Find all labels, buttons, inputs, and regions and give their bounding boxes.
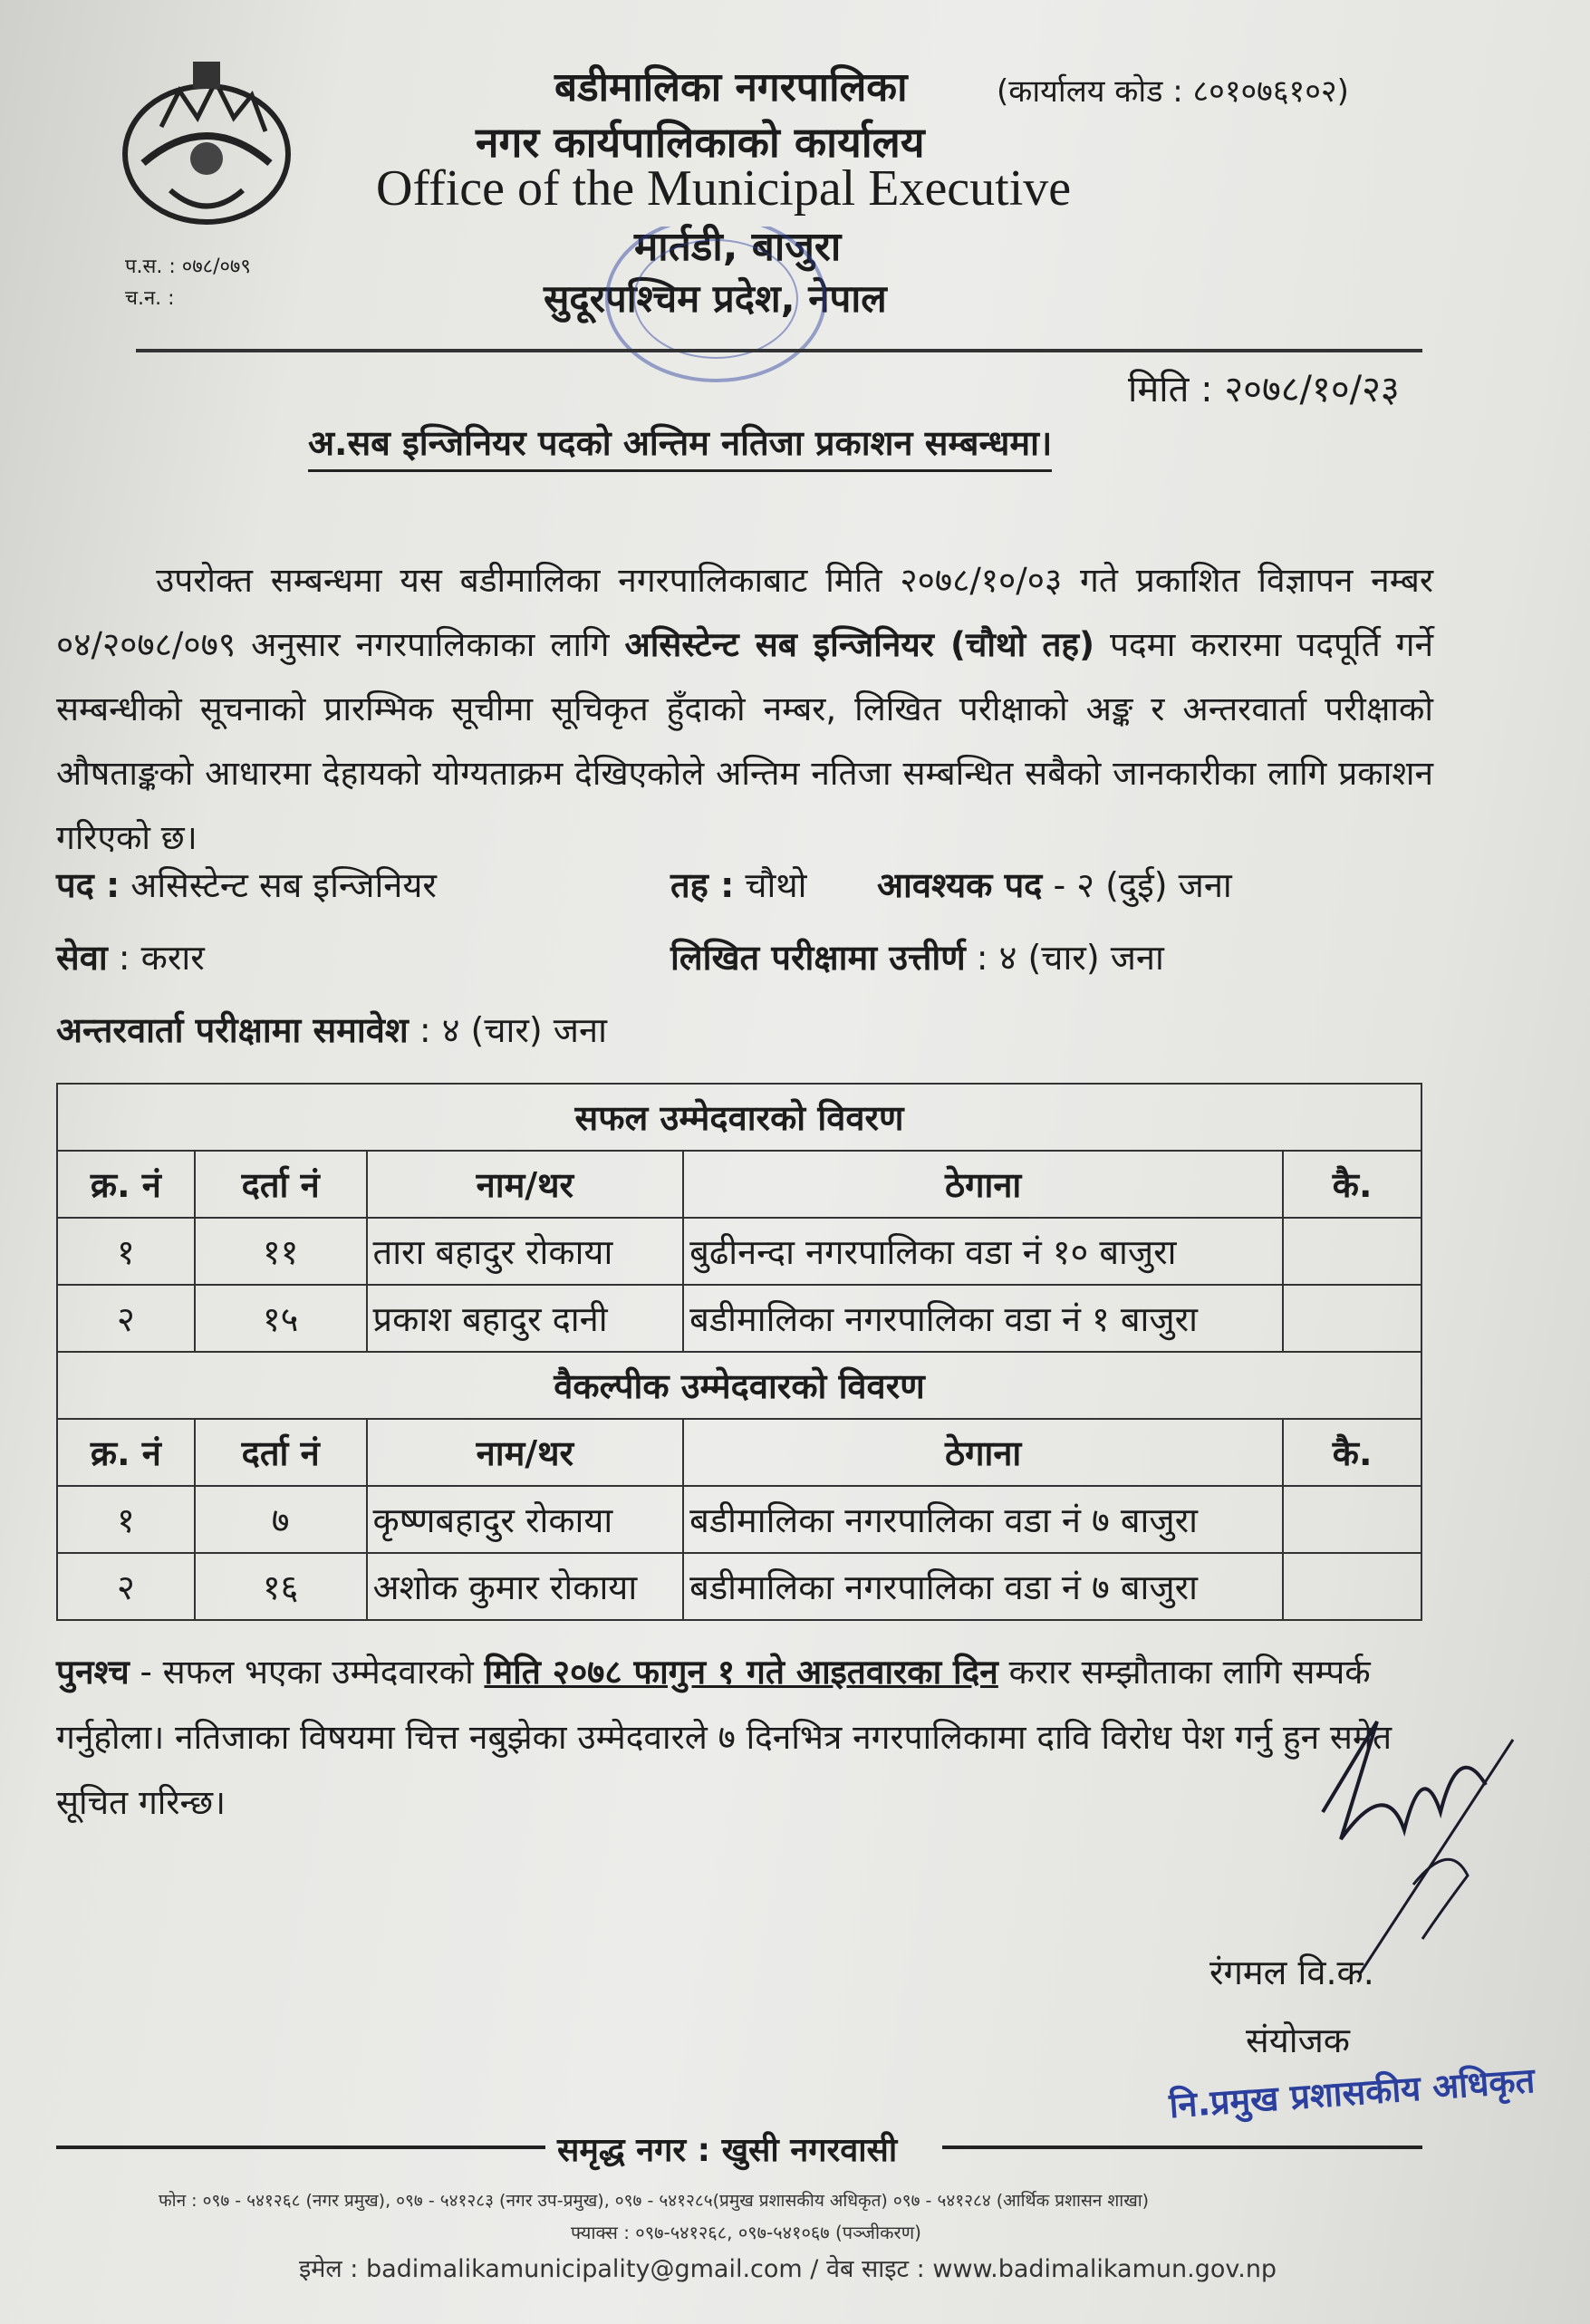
body-paragraph [56,548,1433,870]
col-name: नाम/थर [367,1151,684,1218]
office-code: (कार्यालय कोड : ८०१०७६१०२) [997,73,1349,110]
post-field: पद : असिस्टेन्ट सब इन्जिनियर [56,865,437,905]
table-row [57,1285,1421,1352]
col-address: ठेगाना [683,1151,1283,1218]
note-date-highlight: मिति २०७८ फागुन १ गते आइतवारका दिन [484,1653,998,1692]
cell-serial: १ [57,1218,195,1285]
cell-address: बुढीनन्दा नगरपालिका वडा नं १० बाजुरा [683,1218,1283,1285]
col-remarks: कै. [1283,1151,1421,1218]
nepal-emblem-icon [107,54,306,236]
table-row [57,1553,1421,1620]
office-name-nepali: नगर कार्यपालिकाको कार्यालय [476,118,925,167]
postscript-note [56,1640,1433,1836]
office-location: मार्तडी, बाजुरा [634,224,842,270]
cell-registration: १६ [195,1553,367,1620]
office-province: सुदूरपश्चिम प्रदेश, नेपाल [544,276,887,321]
cell-address: बडीमालिका नगरपालिका वडा नं ७ बाजुरा [683,1553,1283,1620]
results-table [56,1083,1422,1621]
cell-registration: १५ [195,1285,367,1352]
col-registration: दर्ता नं [195,1151,367,1218]
col-serial: क्र. नं [57,1419,195,1486]
footer-slogan: समृद्ध नगर : खुसी नगरवासी [557,2132,898,2169]
office-seal-icon [580,227,852,408]
note-text-a: - सफल भएका उम्मेदवारको [129,1653,485,1692]
designation-stamp: नि.प्रमुख प्रशासकीय अधिकृत [1168,2059,1537,2126]
level-field: तह : चौथो [670,865,807,905]
table-row [57,1218,1421,1285]
signatory-name: रंगमल वि.क. [1209,1953,1374,1992]
letter-date: मिति : २०७८/१०/२३ [1128,369,1400,410]
table-row [57,1486,1421,1553]
alternate-caption-row [57,1352,1421,1419]
cell-name: तारा बहादुर रोकाया [367,1218,684,1285]
service-field: सेवा : करार [56,938,205,978]
successful-caption: सफल उम्मेदवारको विवरण [57,1084,1421,1151]
required-posts-field: आवश्यक पद - २ (दुई) जना [877,865,1232,905]
cell-registration: ७ [195,1486,367,1553]
note-text-c: करार सम्झौताका लागि सम्पर्क गर्नुहोला। नतिजाका विषयमा चित्त नबुझेका उम्मेदवारले ७ दिनभित्र नगरपालिकामा दावि विरोध पेश गर्नु हुन समेत सूचित गरिन्छ। [56,1653,1392,1822]
footer-fax: फ्याक्स : ०९७-५४१२६८, ०९७-५४१०६७ (पञ्जीकरण) [571,2222,921,2243]
interview-included-field: अन्तरवार्ता परीक्षामा समावेश : ४ (चार) जना [56,1010,607,1050]
body-text-part2: पदमा करारमा पदपूर्ति गर्ने सम्बन्धीको सूचनाको प्रारम्भिक सूचीमा सूचिकृत हुँदाको नम्बर, लिखित परीक्षाको अङ्क र अन्तरवार्ता परीक्षाको औषताङ्कको आधारमा देहायको योग्यताक्रम देखिएकोले अन्तिम नतिजा सम्बन्धित सबैको जानकारीका लागि प्रकाशन गरिएको छ। [56,625,1434,857]
cell-remark [1283,1553,1421,1620]
cell-serial: २ [57,1553,195,1620]
reference-number: प.स. : ०७८/०७९ [125,256,251,278]
dispatch-number: च.न. : [125,287,175,310]
col-registration: दर्ता नं [195,1419,367,1486]
alternate-caption: वैकल्पीक उम्मेदवारको विवरण [57,1352,1421,1419]
cell-serial: २ [57,1285,195,1352]
footer-divider-right [942,2146,1422,2149]
col-serial: क्र. नं [57,1151,195,1218]
cell-name: अशोक कुमार रोकाया [367,1553,684,1620]
postscript-label: पुनश्च [56,1653,130,1692]
table-header-row [57,1151,1421,1218]
footer-phones: फोन : ०९७ - ५४१२६८ (नगर प्रमुख), ०९७ - ५४१२८३ (नगर उप-प्रमुख), ०९७ - ५४१२८५(प्रमुख प्रशासकीय अधिकृत) ०९७ - ५४१२८४ (आर्थिक प्रशासन शाखा) [159,2191,1150,2211]
table-header-row [57,1419,1421,1486]
header-divider [136,349,1422,352]
cell-address: बडीमालिका नगरपालिका वडा नं ७ बाजुरा [683,1486,1283,1553]
cell-remark [1283,1486,1421,1553]
footer-divider-left [56,2146,545,2149]
body-post-highlight: असिस्टेन्ट सब इन्जिनियर (चौथो तह) [624,625,1094,664]
col-name: नाम/थर [367,1419,684,1486]
body-text-part1: उपरोक्त सम्बन्धमा यस बडीमालिका नगरपालिकाबाट मिति २०७८/१०/०३ गते प्रकाशित विज्ञापन नम्बर ०४/२०७८/०७९ अनुसार नगरपालिकाका लागि [56,561,1433,664]
written-passed-field: लिखित परीक्षामा उत्तीर्ण : ४ (चार) जना [670,938,1164,978]
footer-email-web: इमेल : badimalikamunicipality@gmail.com / वेब साइट : www.badimalikamun.gov.np [299,2255,1277,2283]
col-remarks: कै. [1283,1419,1421,1486]
office-name-english: Office of the Municipal Executive [376,160,1072,217]
cell-address: बडीमालिका नगरपालिका वडा नं १ बाजुरा [683,1285,1283,1352]
cell-serial: १ [57,1486,195,1553]
signatory-role: संयोजक [1246,2020,1350,2060]
cell-remark [1283,1218,1421,1285]
col-address: ठेगाना [683,1419,1283,1486]
cell-name: कृष्णबहादुर रोकाया [367,1486,684,1553]
cell-name: प्रकाश बहादुर दानी [367,1285,684,1352]
cell-remark [1283,1285,1421,1352]
municipality-name: बडीमालिका नगरपालिका [554,64,908,111]
letter-subject: अ.सब इन्जिनियर पदको अन्तिम नतिजा प्रकाशन सम्बन्धमा। [308,419,1052,472]
cell-registration: ११ [195,1218,367,1285]
successful-caption-row [57,1084,1421,1151]
